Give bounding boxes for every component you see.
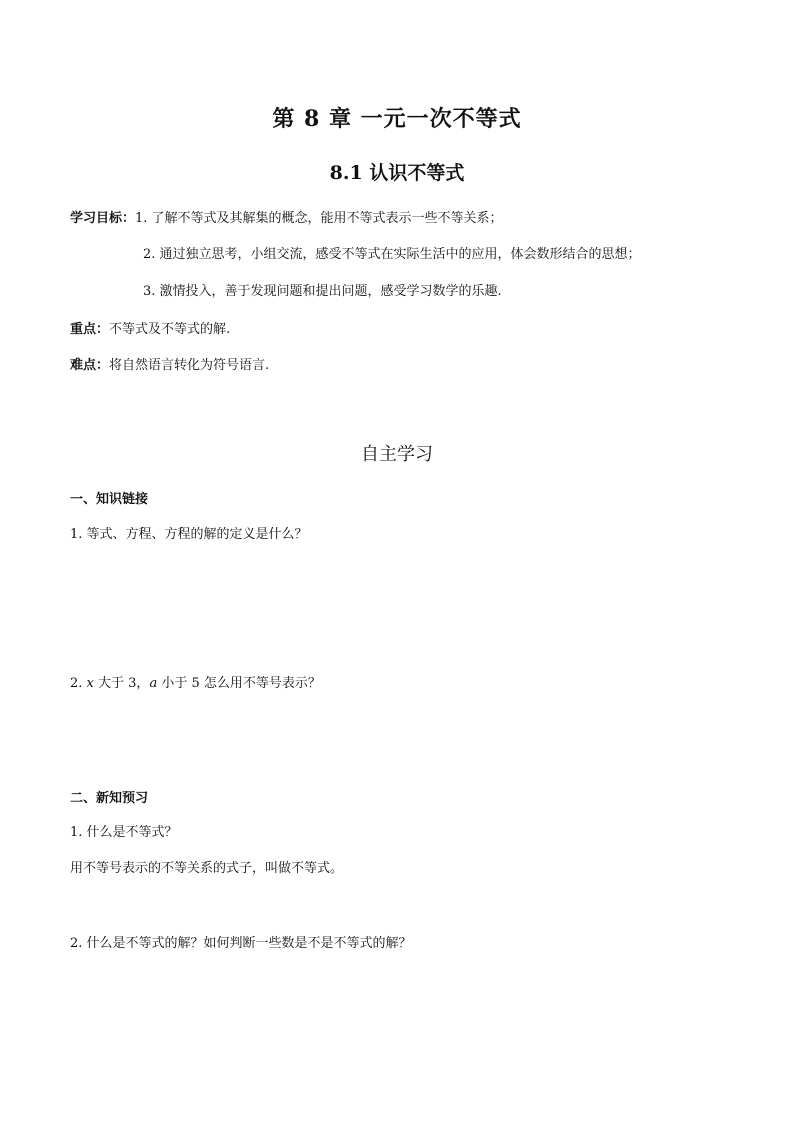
q2-mid-1: 大于 3， <box>93 676 150 691</box>
objective-item-1: 1. 了解不等式及其解集的概念，能用不等式表示一些不等关系； <box>135 211 503 226</box>
self-study-heading: 自主学习 <box>361 444 433 465</box>
part2-question-2: 2. 什么是不等式的解？如何判断一些数是不是不等式的解？ <box>70 936 412 951</box>
difficulty-label: 难点： <box>70 358 110 373</box>
q2-prefix: 2. <box>70 676 87 691</box>
difficulty-text: 将自然语言转化为符号语言. <box>109 358 270 373</box>
part1-question-1: 1. 等式、方程、方程的解的定义是什么？ <box>70 527 308 542</box>
part2-question-1: 1. 什么是不等式？ <box>70 825 178 840</box>
key-point-text: 不等式及不等式的解. <box>109 322 231 337</box>
difficulty <box>70 357 269 375</box>
objective-item-2: 2. 通过独立思考，小组交流，感受不等式在实际生活中的应用，体会数形结合的思想； <box>143 247 641 262</box>
variable-a: a <box>149 676 158 691</box>
key-point-label: 重点： <box>70 322 110 337</box>
key-point <box>70 321 230 339</box>
part2-heading: 二、新知预习 <box>70 791 149 806</box>
part1-question-2 <box>70 675 321 693</box>
part1-heading: 一、知识链接 <box>70 492 149 507</box>
objective-line-1 <box>70 210 503 228</box>
chapter-title: 第 8 章 一元一次不等式 <box>272 106 522 132</box>
section-title: 8.1 认识不等式 <box>329 162 465 184</box>
part2-answer-1: 用不等号表示的不等关系的式子，叫做不等式。 <box>70 861 344 876</box>
objectives-label: 学习目标： <box>70 211 136 226</box>
variable-x: x <box>86 676 94 691</box>
objective-item-3: 3. 激情投入，善于发现问题和提出问题，感受学习数学的乐趣. <box>143 284 502 299</box>
q2-mid-2: 小于 5 怎么用不等号表示？ <box>157 676 321 691</box>
